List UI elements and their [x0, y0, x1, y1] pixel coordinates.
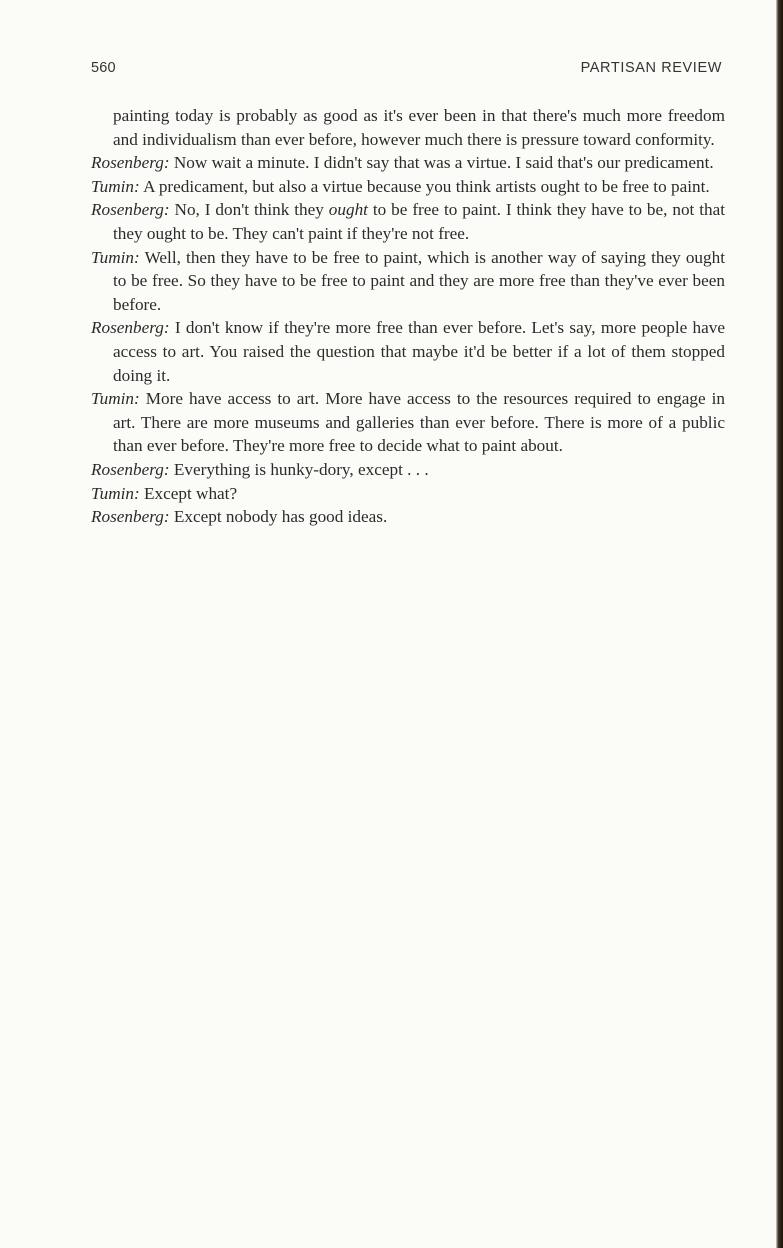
speaker-name: Tumin: — [91, 483, 140, 503]
dialogue-paragraph — [91, 198, 725, 245]
dialogue-text-span: No, I don't think they — [174, 200, 324, 220]
speaker-name: Tumin: — [91, 176, 140, 196]
speaker-name: Rosenberg: — [91, 318, 170, 338]
speaker-name: Rosenberg: — [91, 507, 170, 527]
dialogue-paragraph — [91, 482, 725, 506]
dialogue-text — [91, 104, 725, 529]
page-number: 560 — [91, 60, 116, 76]
dialogue-paragraph — [91, 505, 725, 529]
dialogue-text-span: painting today is probably as good as it's ever been in that there's much more freedom and individualism than ever before, however much there is pressure toward conformity. — [113, 106, 725, 149]
dialogue-text-span: Now wait a minute. I didn't say that was a virtue. I said that's our predicament. — [173, 153, 714, 173]
dialogue-paragraph — [91, 458, 725, 482]
dialogue-paragraph — [91, 104, 725, 151]
dialogue-text-span: More have access to art. More have access to the resources required to engage in art. There are more museums and galleries than ever before. There is more of a public than ever before. They're more free to decide what to paint about. — [113, 389, 725, 456]
page-header — [91, 60, 722, 82]
dialogue-text-span: I don't know if they're more free than ever before. Let's say, more people have access to art. You raised the question that maybe it'd be better if a lot of them stopped doing it. — [113, 318, 726, 385]
page-binding-edge — [776, 0, 783, 1248]
dialogue-paragraph — [91, 387, 725, 458]
speaker-name: Tumin: — [91, 389, 140, 409]
dialogue-text-span: Except what? — [144, 483, 238, 503]
dialogue-paragraph — [91, 316, 725, 387]
dialogue-paragraph — [91, 246, 725, 317]
dialogue-text-span: Everything is hunky-dory, except . . . — [173, 459, 429, 479]
dialogue-text-span: Except nobody has good ideas. — [173, 507, 388, 527]
speaker-name: Rosenberg: — [91, 153, 170, 173]
running-head: PARTISAN REVIEW — [580, 60, 722, 76]
dialogue-text-span: Well, then they have to be free to paint, which is another way of saying they ought to be free. So they have to be free to paint and they are more free than they've ever been before. — [113, 247, 725, 314]
speaker-name: Rosenberg: — [91, 459, 170, 479]
dialogue-text-span: A predicament, but also a virtue because you think artists ought to be free to paint. — [143, 176, 710, 196]
dialogue-text-span: to be free to paint. I think they have to be, not that they ought to be. They can't paint if they're not free. — [113, 200, 726, 243]
dialogue-paragraph — [91, 175, 725, 199]
dialogue-paragraph — [91, 151, 725, 175]
emphasized-word: ought — [328, 200, 368, 220]
speaker-name: Rosenberg: — [91, 200, 170, 220]
speaker-name: Tumin: — [91, 247, 140, 267]
